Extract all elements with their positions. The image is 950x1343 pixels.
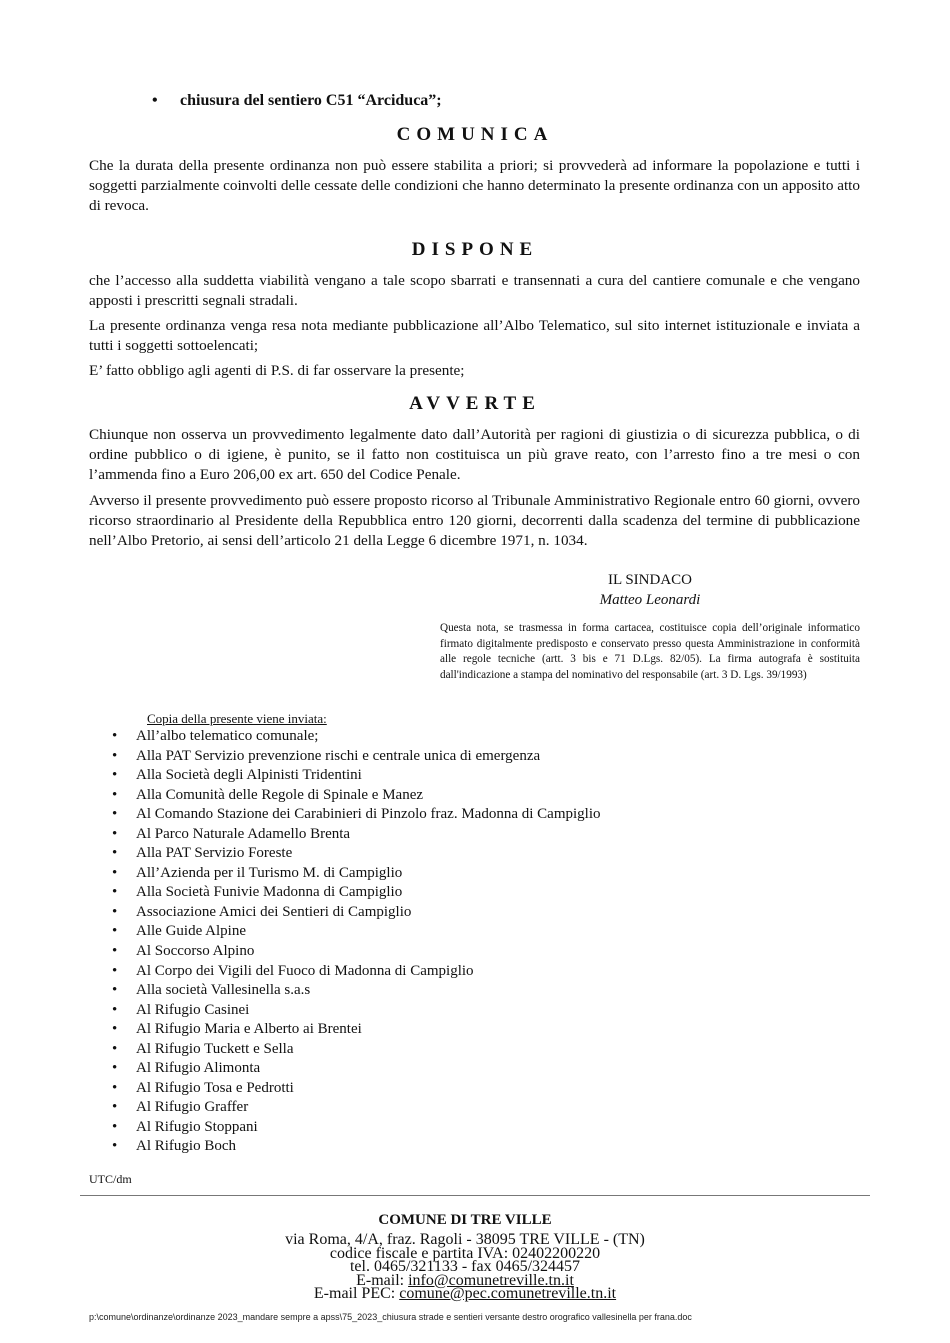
recipient-label: Alla Società degli Alpinisti Tridentini: [136, 767, 362, 784]
dispone-paragraph-3: E’ fatto obbligo agli agenti di P.S. di far osservare la presente;: [89, 362, 465, 379]
list-item: [112, 825, 601, 845]
footer-org-name: COMUNE DI TRE VILLE: [378, 1212, 552, 1228]
distribution-header: Copia della presente viene inviata:: [147, 711, 327, 726]
bullet-icon: •: [112, 884, 118, 901]
recipient-label: All’Azienda per il Turismo M. di Campiglio: [136, 864, 403, 881]
recipient-label: Al Parco Naturale Adamello Brenta: [136, 825, 351, 842]
list-item: [112, 1079, 601, 1099]
bullet-icon: •: [112, 962, 118, 979]
recipient-label: Al Rifugio Tosa e Pedrotti: [136, 1079, 294, 1096]
heading-dispone: DISPONE: [411, 239, 539, 260]
avverte-paragraph-1: Chiunque non osserva un provvedimento legalmente dato dall’Autorità per ragioni di giustizia o di sicurezza pubblica, o di ordine pubblico o di igiene, è punito, se il fatto non costituisca un più grave reato, con l’arresto fino a tre mesi o con l’ammenda fino a Euro 206,00 ex art. 650 del Codice Penale.: [89, 426, 860, 483]
bullet-icon: •: [112, 806, 118, 823]
avverte-paragraph-2: Avverso il presente provvedimento può essere proposto ricorso al Tribunale Amministrativo Regionale entro 60 giorni, ovvero ricorso straordinario al Presidente della Repubblica entro 120 giorni, decorrenti dalla scadenza del termine di pubblicazione nell’Albo Pretorio, ai sensi dell’articolo 21 della Legge 6 dicembre 1971, n. 1034.: [89, 492, 860, 549]
bullet-icon: •: [112, 1060, 118, 1077]
dispone-paragraph-2: La presente ordinanza venga resa nota mediante pubblicazione all’Albo Telematico, sul sito internet istituzionale e inviata a tutti i soggetti sottoelencati;: [89, 317, 860, 354]
recipient-label: Al Rifugio Maria e Alberto ai Brentei: [136, 1021, 362, 1038]
reference-code: UTC/dm: [89, 1172, 132, 1186]
recipient-label: Alla PAT Servizio Foreste: [136, 845, 293, 862]
bullet-icon: •: [112, 845, 118, 862]
avverte-body: [89, 425, 860, 551]
list-item: [112, 922, 601, 942]
bullet-icon: •: [112, 923, 118, 940]
recipient-label: Alla Comunità delle Regole di Spinale e Manez: [136, 786, 424, 803]
list-item: [112, 1118, 601, 1138]
pec-email-link[interactable]: comune@pec.comunetreville.tn.it: [399, 1285, 617, 1302]
bullet-icon: •: [112, 943, 118, 960]
recipient-label: Al Rifugio Graffer: [136, 1099, 249, 1116]
list-item: [112, 1020, 601, 1040]
bullet-icon: •: [152, 92, 158, 109]
list-item: [112, 942, 601, 962]
list-item: [112, 844, 601, 864]
comunica-paragraph: Che la durata della presente ordinanza non può essere stabilita a priori; si provvederà ad informare la popolazione e tutti i soggetti parzialmente coinvolti delle cessate delle condizioni che hanno determinato la presente ordinanza con un apposito atto di revoca.: [89, 157, 860, 214]
recipient-label: Al Rifugio Casinei: [136, 1001, 250, 1018]
recipient-label: All’albo telematico comunale;: [136, 728, 319, 744]
bullet-icon: •: [112, 786, 118, 803]
recipient-label: Alle Guide Alpine: [136, 923, 246, 940]
list-item: [112, 1137, 601, 1157]
closure-bullet: [152, 92, 442, 110]
signatory-name: Matteo Leonardi: [599, 592, 701, 608]
heading-avverte: AVVERTE: [409, 393, 541, 414]
digital-signature-note: Questa nota, se trasmessa in forma cartacea, costituisce copia dell’originale informatico firmato digitalmente predisposto e conservato presso questa Amministrazione in conformità alle regole tecniche (artt. 3 bis e 71 D.Lgs. 82/05). La firma autografa è sostituita dall'indicazione a stampa del nominativo del responsabile (art. 3 D. Lgs. 39/1993): [440, 622, 860, 681]
bullet-icon: •: [112, 767, 118, 784]
bullet-icon: •: [112, 1040, 118, 1057]
footer-pec-row: [0, 1285, 930, 1303]
list-item: [112, 1098, 601, 1118]
footer-phone: tel. 0465/321133 - fax 0465/324457: [349, 1258, 581, 1275]
list-item: [112, 981, 601, 1001]
bullet-icon: •: [112, 864, 118, 881]
recipient-label: Associazione Amici dei Sentieri di Campiglio: [136, 903, 412, 920]
list-item: [112, 864, 601, 884]
recipient-label: Al Rifugio Alimonta: [136, 1060, 261, 1077]
list-item: [112, 805, 601, 825]
list-item: [112, 727, 601, 747]
list-item: [112, 1001, 601, 1021]
footer-address: via Roma, 4/A, fraz. Ragoli - 38095 TRE VILLE - (TN): [285, 1231, 645, 1248]
recipient-label: Al Rifugio Stoppani: [136, 1118, 258, 1135]
list-item: [112, 1040, 601, 1060]
file-path: p:\comune\ordinanze\ordinanze 2023_mandare sempre a apss\75_2023_chiusura strade e sentieri versante destro orografico vallesinella per frana.doc: [89, 1312, 692, 1322]
list-item: [112, 1059, 601, 1079]
bullet-icon: •: [112, 982, 118, 999]
dispone-paragraph-1: che l’accesso alla suddetta viabilità vengano a tale scopo sbarrati e transennati a cura del cantiere comunale e che vengano apposti i prescritti segnali stradali.: [89, 272, 860, 309]
bullet-icon: •: [112, 903, 118, 920]
recipient-label: Al Corpo dei Vigili del Fuoco di Madonna di Campiglio: [136, 962, 474, 979]
list-item: [112, 766, 601, 786]
recipient-label: Al Soccorso Alpino: [136, 943, 255, 960]
recipient-label: Al Comando Stazione dei Carabinieri di Pinzolo fraz. Madonna di Campiglio: [136, 806, 601, 823]
recipient-label: Alla società Vallesinella s.a.s: [136, 982, 311, 999]
bullet-icon: •: [112, 825, 118, 842]
bullet-icon: •: [112, 1001, 118, 1018]
comunica-body: [89, 156, 860, 216]
closure-text: chiusura del sentiero C51 “Arciduca”;: [180, 92, 442, 109]
recipient-list: [112, 727, 601, 1157]
list-item: [112, 962, 601, 982]
email-link[interactable]: info@comunetreville.tn.it: [408, 1271, 574, 1289]
bullet-icon: •: [112, 1138, 118, 1155]
footer-divider: [80, 1195, 870, 1196]
bullet-icon: •: [112, 1118, 118, 1135]
list-item: [112, 786, 601, 806]
email-label: E-mail:: [356, 1271, 409, 1289]
pec-label: E-mail PEC:: [313, 1285, 400, 1302]
bullet-icon: •: [112, 728, 118, 744]
recipient-label: Al Rifugio Tuckett e Sella: [136, 1040, 294, 1057]
footer-tax-id: codice fiscale e partita IVA: 02402200220: [329, 1244, 601, 1262]
bullet-icon: •: [112, 747, 118, 764]
bullet-icon: •: [112, 1099, 118, 1116]
dispone-body: [89, 271, 860, 381]
heading-comunica: COMUNICA: [396, 124, 554, 145]
list-item: [112, 903, 601, 923]
recipient-label: Alla Società Funivie Madonna di Campiglio: [136, 884, 403, 901]
bullet-icon: •: [112, 1079, 118, 1096]
recipient-label: Alla PAT Servizio prevenzione rischi e centrale unica di emergenza: [136, 747, 541, 764]
list-item: [112, 747, 601, 767]
bullet-icon: •: [112, 1021, 118, 1038]
signatory-title: IL SINDACO: [607, 572, 693, 588]
recipient-label: Al Rifugio Boch: [136, 1138, 236, 1155]
list-item: [112, 883, 601, 903]
